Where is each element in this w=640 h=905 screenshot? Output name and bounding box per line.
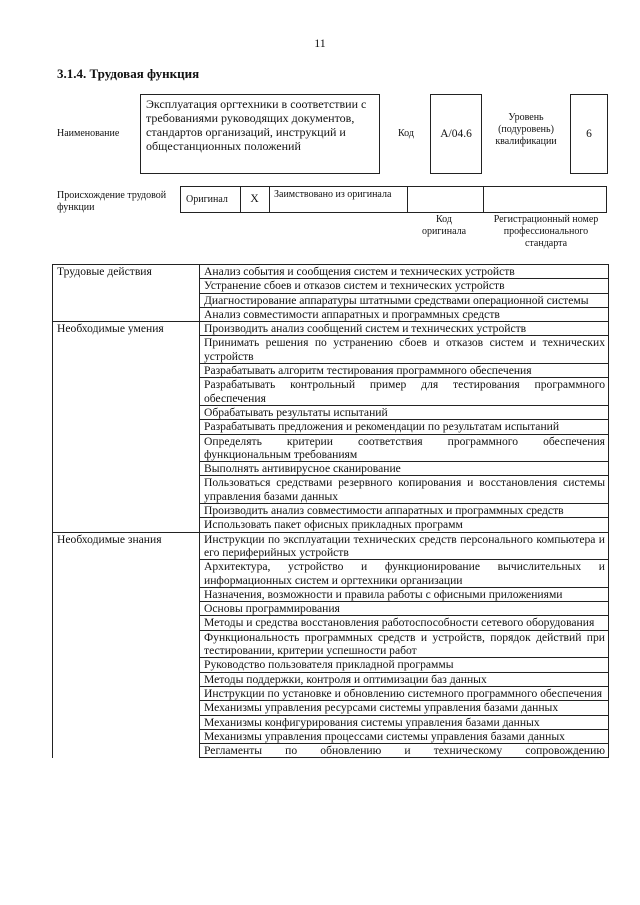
list-item: Принимать решения по устранению сбоев и отказов систем и технических устройств bbox=[200, 336, 609, 364]
table-row bbox=[53, 307, 609, 321]
list-item: Регламенты по обновлению и техническому сопровождению bbox=[200, 744, 609, 758]
section-title-cell bbox=[53, 518, 200, 532]
section-title: Необходимые знания bbox=[53, 532, 200, 560]
original-label: Оригинал bbox=[186, 194, 228, 205]
origin-label: Происхождение трудовой функции bbox=[57, 190, 167, 213]
list-item: Функциональность программных средств и устройств, порядок действий при тестировании, критерии успешности работ bbox=[200, 630, 609, 658]
table-row bbox=[53, 420, 609, 434]
table-row bbox=[53, 405, 609, 419]
table-row bbox=[53, 560, 609, 588]
table-row bbox=[53, 672, 609, 686]
table-row bbox=[53, 322, 609, 336]
list-item: Производить анализ совместимости аппаратных и программных средств bbox=[200, 504, 609, 518]
name-label: Наименование bbox=[57, 128, 120, 139]
section-title-cell bbox=[53, 434, 200, 462]
list-item: Диагностирование аппаратуры штатными средствами операционной системы bbox=[200, 293, 609, 307]
borrowed-label: Заимствовано из оригинала bbox=[274, 189, 392, 200]
section-title-cell bbox=[53, 307, 200, 321]
list-item: Производить анализ сообщений систем и технических устройств bbox=[200, 322, 609, 336]
list-item: Анализ совместимости аппаратных и программных средств bbox=[200, 307, 609, 321]
section-title-cell bbox=[53, 405, 200, 419]
page-number: 11 bbox=[314, 36, 326, 50]
level-value: 6 bbox=[586, 128, 592, 140]
table-row bbox=[53, 518, 609, 532]
table-row bbox=[53, 378, 609, 406]
section-title-cell bbox=[53, 729, 200, 743]
table-row bbox=[53, 616, 609, 630]
table-row bbox=[53, 364, 609, 378]
list-item: Методы и средства восстановления работоспособности сетевого оборудования bbox=[200, 616, 609, 630]
table-row bbox=[53, 715, 609, 729]
list-item: Методы поддержки, контроля и оптимизации баз данных bbox=[200, 672, 609, 686]
reg-number-caption: Регистрационный номер профессионального стандарта bbox=[493, 214, 599, 249]
code-label: Код bbox=[398, 128, 414, 139]
original-mark: X bbox=[250, 193, 259, 205]
section-title-cell bbox=[53, 420, 200, 434]
table-row bbox=[53, 729, 609, 743]
table-row bbox=[53, 744, 609, 758]
table-row bbox=[53, 587, 609, 601]
list-item: Основы программирования bbox=[200, 602, 609, 616]
table-row bbox=[53, 602, 609, 616]
section-title-cell bbox=[53, 587, 200, 601]
list-item: Разрабатывать предложения и рекомендации по результатам испытаний bbox=[200, 420, 609, 434]
list-item: Определять критерии соответствия программного обеспечения функциональным требованиям bbox=[200, 434, 609, 462]
table-row bbox=[53, 462, 609, 476]
list-item: Анализ события и сообщения систем и технических устройств bbox=[200, 265, 609, 279]
list-item: Механизмы управления процессами системы управления базами данных bbox=[200, 729, 609, 743]
list-item: Использовать пакет офисных прикладных программ bbox=[200, 518, 609, 532]
table-row bbox=[53, 476, 609, 504]
list-item: Устранение сбоев и отказов систем и технических устройств bbox=[200, 279, 609, 293]
table-row bbox=[53, 686, 609, 700]
table-row bbox=[53, 279, 609, 293]
table-row bbox=[53, 336, 609, 364]
list-item: Обрабатывать результаты испытаний bbox=[200, 405, 609, 419]
list-item: Разрабатывать алгоритм тестирования программного обеспечения bbox=[200, 364, 609, 378]
table-row bbox=[53, 701, 609, 715]
list-item: Механизмы управления ресурсами системы управления базами данных bbox=[200, 701, 609, 715]
code-value: A/04.6 bbox=[440, 128, 472, 140]
section-title: Трудовые действия bbox=[53, 265, 200, 279]
level-label: Уровень (подуровень) квалификации bbox=[495, 112, 557, 147]
original-code-caption: Код оригинала bbox=[421, 214, 467, 237]
list-item: Назначения, возможности и правила работы с офисными приложениями bbox=[200, 587, 609, 601]
section-title-cell bbox=[53, 279, 200, 293]
section-title-cell bbox=[53, 744, 200, 758]
section-title-cell bbox=[53, 658, 200, 672]
section-heading: 3.1.4. Трудовая функция bbox=[57, 66, 200, 81]
section-title-cell bbox=[53, 701, 200, 715]
table-row bbox=[53, 265, 609, 279]
list-item: Инструкции по установке и обновлению системного программного обеспечения bbox=[200, 686, 609, 700]
table-row bbox=[53, 504, 609, 518]
section-title-cell bbox=[53, 293, 200, 307]
section-title-cell bbox=[53, 616, 200, 630]
function-name: Эксплуатация оргтехники в соответствии с требованиями руководящих документов, стандартов организаций, инструкций и общестанционных положений bbox=[146, 97, 367, 153]
table-row bbox=[53, 434, 609, 462]
section-title-cell bbox=[53, 476, 200, 504]
list-item: Архитектура, устройство и функционирование вычислительных и информационных систем и оргтехники организации bbox=[200, 560, 609, 588]
list-item: Выполнять антивирусное сканирование bbox=[200, 462, 609, 476]
section-title-cell bbox=[53, 672, 200, 686]
table-row bbox=[53, 532, 609, 560]
section-title-cell bbox=[53, 336, 200, 364]
section-title: Необходимые умения bbox=[53, 322, 200, 336]
table-row bbox=[53, 658, 609, 672]
function-details-table bbox=[52, 264, 609, 758]
list-item: Руководство пользователя прикладной программы bbox=[200, 658, 609, 672]
list-item: Разрабатывать контрольный пример для тестирования программного обеспечения bbox=[200, 378, 609, 406]
table-row bbox=[53, 630, 609, 658]
section-title-cell bbox=[53, 686, 200, 700]
table-row bbox=[53, 293, 609, 307]
section-title-cell bbox=[53, 364, 200, 378]
section-title-cell bbox=[53, 378, 200, 406]
section-title-cell bbox=[53, 462, 200, 476]
section-title-cell bbox=[53, 602, 200, 616]
list-item: Пользоваться средствами резервного копирования и восстановления системы управления базами данных bbox=[200, 476, 609, 504]
section-title-cell bbox=[53, 504, 200, 518]
list-item: Инструкции по эксплуатации технических средств персонального компьютера и его периферийных устройств bbox=[200, 532, 609, 560]
section-title-cell bbox=[53, 715, 200, 729]
section-title-cell bbox=[53, 560, 200, 588]
section-title-cell bbox=[53, 630, 200, 658]
list-item: Механизмы конфигурирования системы управления базами данных bbox=[200, 715, 609, 729]
